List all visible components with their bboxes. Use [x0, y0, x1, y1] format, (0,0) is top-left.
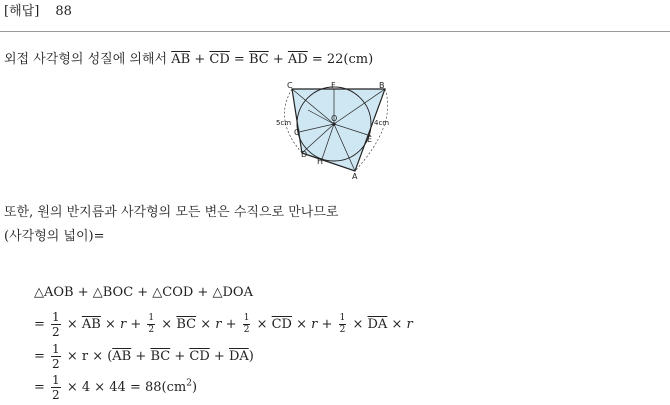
body-line-1: 또한, 원의 반지름과 사각형의 모든 변은 수직으로 만나므로: [4, 205, 339, 220]
body-line-2: (사각형의 넓이)=: [4, 229, 105, 244]
label-o: O: [331, 114, 338, 123]
label-f: F: [331, 81, 336, 90]
label-d: D: [301, 150, 308, 159]
equation-2: = $\frac{1}{2}$ × $\overline{AB} \times r$ + $\frac{1}{2}$ × $\overline{BC} \times r$ + $\frac{1}{2}$ × $\overline{CD} \times r$ + $\frac{1}{2}$ × $\overline{DA} \times r$: [34, 310, 413, 339]
intro-prefix: 외접 사각형의 성질에 의해서: [4, 52, 168, 67]
label-g: G: [294, 128, 301, 137]
divider: [0, 31, 670, 32]
segment-ad: $\overline{AD}$: [287, 52, 308, 67]
label-a: A: [352, 172, 358, 180]
equation-4: = $\frac{1}{2}$ × $4 \times 44 = 88(cm^2)$: [34, 373, 198, 402]
answer-value: 88: [55, 4, 72, 19]
right-length: 4cm: [374, 119, 390, 127]
equation-3: = $\frac{1}{2}$ × $r \times (\overline{AB} + \overline{BC} + \overline{CD} + \overline{DA})$: [34, 342, 254, 371]
answer-header: [4, 0, 84, 19]
quadrilateral-figure: [275, 80, 400, 180]
equation-1: △AOB + △BOC + △COD + △DOA: [34, 285, 253, 300]
intro-result: = 22(cm): [311, 52, 374, 67]
label-e: E: [367, 135, 373, 144]
equals: =: [233, 52, 245, 67]
segment-cd: $\overline{CD}$: [209, 52, 230, 67]
answer-label: [해답]: [4, 4, 40, 19]
plus: +: [194, 52, 206, 67]
plus: +: [272, 52, 284, 67]
left-length: 5cm: [276, 119, 292, 127]
label-b: B: [379, 81, 385, 90]
segment-bc: $\overline{BC}$: [248, 52, 269, 67]
intro-line: [4, 48, 373, 67]
label-h: H: [317, 157, 324, 166]
label-c: C: [287, 81, 293, 90]
segment-ab: $\overline{AB}$: [171, 52, 191, 67]
